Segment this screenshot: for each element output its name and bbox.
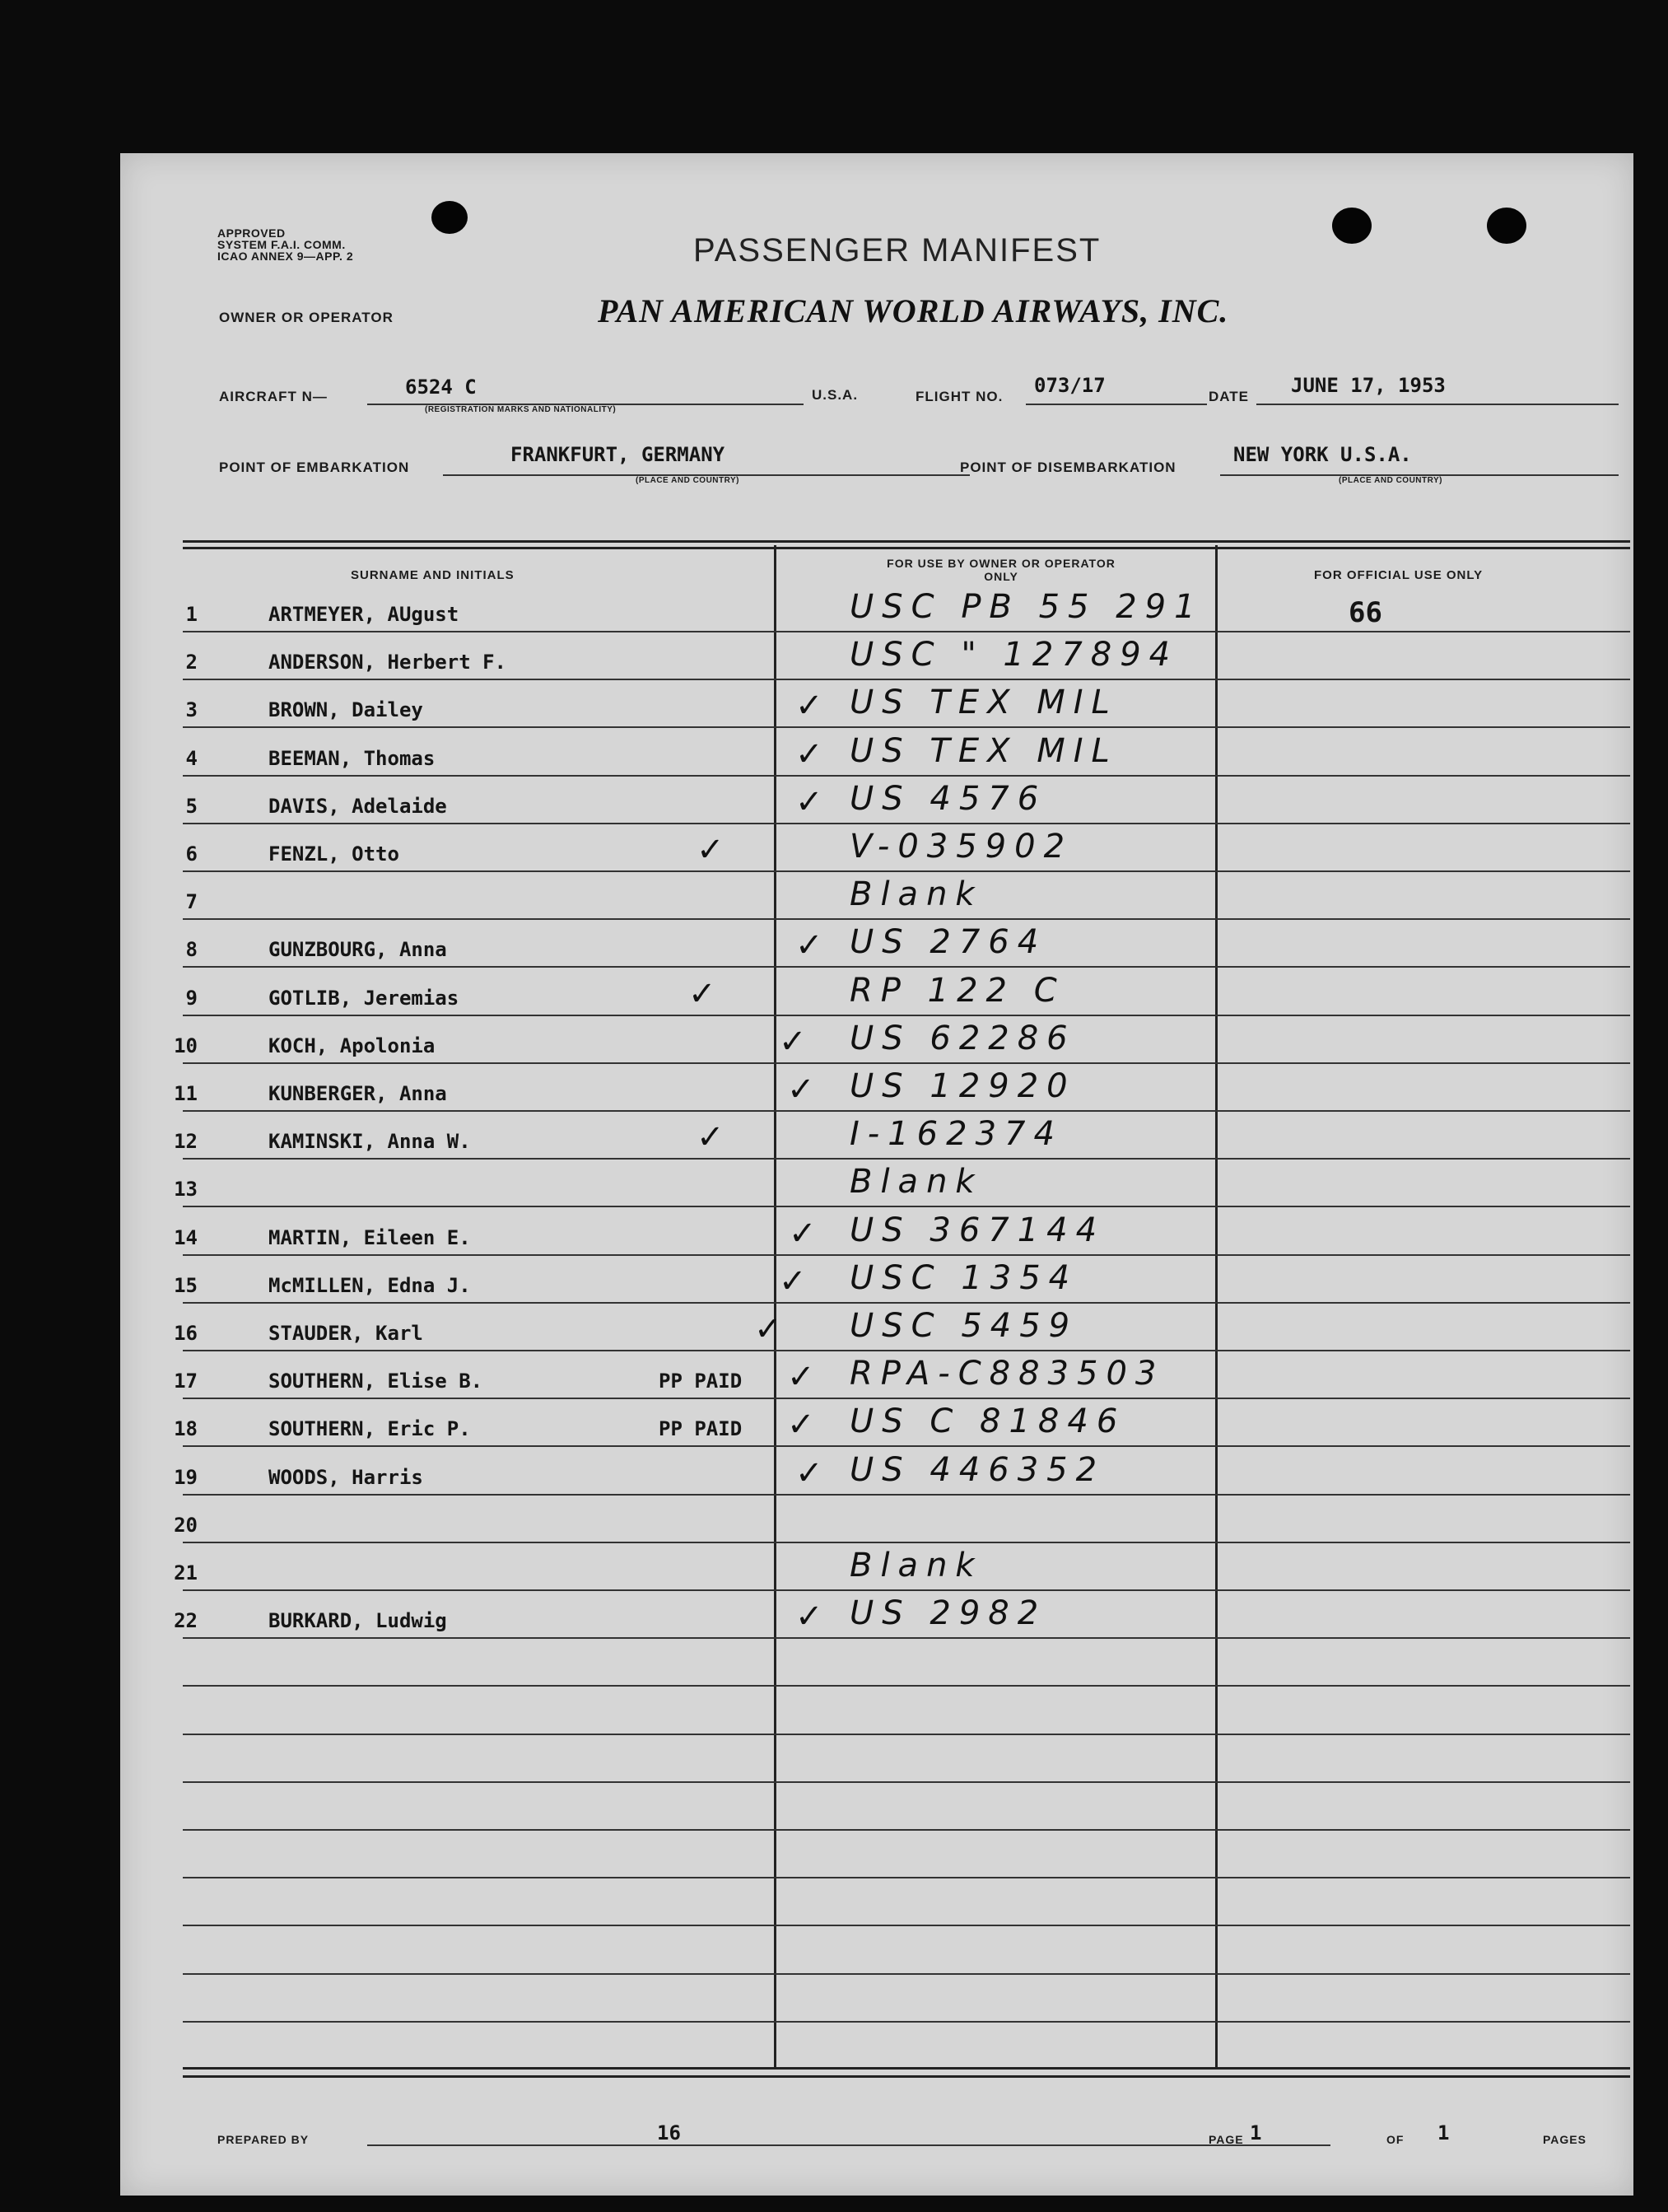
header-owner-use: FOR USE BY OWNER OR OPERATOR ONLY [887,557,1116,583]
row-rule [183,1494,1630,1496]
owner-entry: Blank [850,1547,983,1584]
row-rule [183,631,1630,632]
checkmark-icon: ✓ [795,927,823,964]
owner-entry: US 4576 [850,779,1047,818]
checkmark-icon: ✓ [787,1359,815,1396]
row-number: 9 [185,986,198,1010]
punch-hole [1332,208,1372,244]
row-number: 4 [185,746,198,770]
page-title: PASSENGER MANIFEST [693,232,1102,268]
checkmark-icon: ✓ [795,783,823,820]
row-number: 22 [174,1609,198,1633]
passenger-name: MARTIN, Eileen E. [268,1225,471,1249]
row-rule [183,1254,1630,1256]
checkmark-icon: ✓ [795,688,823,725]
airline-name: PAN AMERICAN WORLD AIRWAYS, INC. [598,292,1229,329]
owner-entry: USC PB 55 291 [850,588,1204,626]
row-number: 20 [174,1513,198,1537]
passenger-name: SOUTHERN, Elise B. [268,1370,483,1393]
owner-entry: US TEX MIL [850,731,1118,770]
checkmark-icon: ✓ [688,975,716,1012]
aircraft-value: 6524 C [405,376,477,399]
table-top-rule [183,540,1630,543]
owner-entry: US TEX MIL [850,684,1118,722]
owner-entry: US 2982 [850,1594,1047,1633]
row-rule [183,1302,1630,1304]
owner-entry: V-035902 [850,828,1074,866]
row-rule [183,823,1630,824]
row-rule [183,679,1630,680]
manifest-sheet [120,153,1633,2196]
passenger-name: DAVIS, Adelaide [268,794,447,818]
header-surname: SURNAME AND INITIALS [351,568,515,582]
row-rule [183,1110,1630,1112]
row-rule [183,1350,1630,1351]
owner-entry: RPA-C883503 [850,1355,1165,1393]
checkmark-icon: ✓ [697,1119,725,1156]
row-number: 5 [185,794,198,818]
passenger-name: ARTMEYER, AUgust [268,603,459,626]
row-number: 11 [174,1082,198,1105]
row-rule [183,1158,1630,1160]
owner-entry: USC " 127894 [850,636,1179,674]
passenger-name: BEEMAN, Thomas [268,746,436,770]
row-rule [183,870,1630,872]
official-count: 66 [1349,596,1382,629]
passenger-name: SOUTHERN, Eric P. [268,1417,471,1441]
payment-note: PP PAID [659,1370,743,1393]
checkmark-icon: ✓ [787,1407,815,1444]
row-rule [183,1829,1630,1831]
embarkation-value: FRANKFURT, GERMANY [510,443,725,466]
row-number: 7 [185,890,198,914]
passenger-name: KAMINSKI, Anna W. [268,1130,471,1154]
of-value: 1 [1437,2121,1450,2144]
row-rule [183,1973,1630,1975]
disembarkation-value: NEW YORK U.S.A. [1233,443,1412,466]
passenger-name: ANDERSON, Herbert F. [268,651,506,674]
column-divider [774,545,776,2069]
row-rule [183,918,1630,920]
flight-value: 073/17 [1034,374,1106,397]
row-rule [183,2021,1630,2023]
owner-entry: US C 81846 [850,1402,1126,1441]
checkmark-icon: ✓ [754,1311,782,1347]
row-rule [183,1734,1630,1735]
row-rule [183,1637,1630,1639]
row-number: 2 [185,651,198,674]
punch-hole [431,201,468,234]
page-label: PAGE [1209,2133,1244,2146]
row-rule [183,775,1630,777]
date-value: JUNE 17, 1953 [1291,374,1446,397]
row-rule [183,1542,1630,1543]
passenger-name: GOTLIB, Jeremias [268,986,459,1010]
checkmark-icon: ✓ [787,1071,815,1108]
approval-line: SYSTEM F.A.I. COMM. [217,238,346,251]
row-number: 13 [174,1178,198,1202]
row-rule [183,1685,1630,1687]
row-number: 10 [174,1034,198,1057]
passenger-name: KOCH, Apolonia [268,1034,436,1057]
prepared-value: 16 [657,2121,681,2144]
column-divider [1215,545,1218,2069]
row-number: 16 [174,1322,198,1345]
passenger-name: STAUDER, Karl [268,1322,423,1345]
row-rule [183,1206,1630,1207]
approval-line: ICAO ANNEX 9—APP. 2 [217,250,354,263]
checkmark-icon: ✓ [795,1454,823,1491]
approval-text [217,227,353,262]
passenger-name: GUNZBOURG, Anna [268,938,447,962]
punch-hole [1487,208,1526,244]
approval-line: APPROVED [217,226,286,240]
row-number: 1 [185,603,198,626]
date-label: DATE [1209,389,1250,404]
checkmark-icon: ✓ [795,1598,823,1636]
page-value: 1 [1250,2121,1262,2144]
header-official: FOR OFFICIAL USE ONLY [1314,568,1484,582]
table-bottom-rule [183,2075,1630,2078]
prepared-underline [367,2141,1330,2146]
row-number: 6 [185,842,198,866]
date-underline [1256,400,1619,405]
embarkation-caption: (PLACE AND COUNTRY) [636,476,739,485]
owner-entry: RP 122 C [850,971,1065,1010]
passenger-name: BROWN, Dailey [268,698,423,722]
checkmark-icon: ✓ [795,735,823,772]
row-number: 19 [174,1465,198,1489]
disembarkation-label: POINT OF DISEMBARKATION [960,460,1176,475]
passenger-name: KUNBERGER, Anna [268,1082,447,1105]
country-label: U.S.A. [812,387,859,403]
checkmark-icon: ✓ [779,1023,807,1060]
row-number: 12 [174,1130,198,1154]
row-number: 14 [174,1225,198,1249]
row-rule [183,1445,1630,1447]
embarkation-label: POINT OF EMBARKATION [219,460,410,475]
owner-entry: Blank [850,1163,983,1202]
row-rule [183,1925,1630,1926]
owner-entry: US 367144 [850,1211,1106,1249]
table-bottom-rule [183,2067,1630,2070]
row-rule [183,1398,1630,1399]
row-number: 3 [185,698,198,722]
passenger-name: McMILLEN, Edna J. [268,1273,471,1297]
row-number: 15 [174,1273,198,1297]
row-rule [183,966,1630,968]
aircraft-label: AIRCRAFT N— [219,389,328,404]
owner-entry: USC 1354 [850,1258,1079,1297]
owner-entry: Blank [850,875,983,914]
pages-label: PAGES [1543,2133,1586,2146]
row-rule [183,1015,1630,1016]
flight-label: FLIGHT NO. [916,389,1004,404]
row-number: 21 [174,1561,198,1584]
owner-entry: US 62286 [850,1019,1076,1057]
checkmark-icon: ✓ [697,832,725,868]
checkmark-icon: ✓ [789,1215,817,1252]
aircraft-caption: (REGISTRATION MARKS AND NATIONALITY) [425,405,617,414]
row-number: 8 [185,938,198,962]
owner-label: OWNER OR OPERATOR [219,310,394,325]
prepared-label: PREPARED BY [217,2133,310,2146]
owner-entry: US 12920 [850,1067,1076,1105]
passenger-name: FENZL, Otto [268,842,399,866]
row-number: 18 [174,1417,198,1441]
flight-underline [1026,400,1207,405]
disembarkation-caption: (PLACE AND COUNTRY) [1339,476,1442,485]
row-rule [183,726,1630,728]
row-rule [183,1589,1630,1591]
passenger-name: BURKARD, Ludwig [268,1609,447,1633]
row-number: 17 [174,1370,198,1393]
row-rule [183,1781,1630,1783]
table-top-rule [183,547,1630,549]
owner-entry: I-162374 [850,1115,1063,1154]
row-rule [183,1062,1630,1064]
owner-entry: USC 5459 [850,1307,1079,1345]
of-label: OF [1386,2133,1405,2146]
passenger-name: WOODS, Harris [268,1465,423,1489]
owner-entry: US 2764 [850,923,1047,962]
owner-entry: US 446352 [850,1450,1106,1489]
checkmark-icon: ✓ [779,1262,807,1300]
payment-note: PP PAID [659,1417,743,1441]
row-rule [183,1877,1630,1878]
